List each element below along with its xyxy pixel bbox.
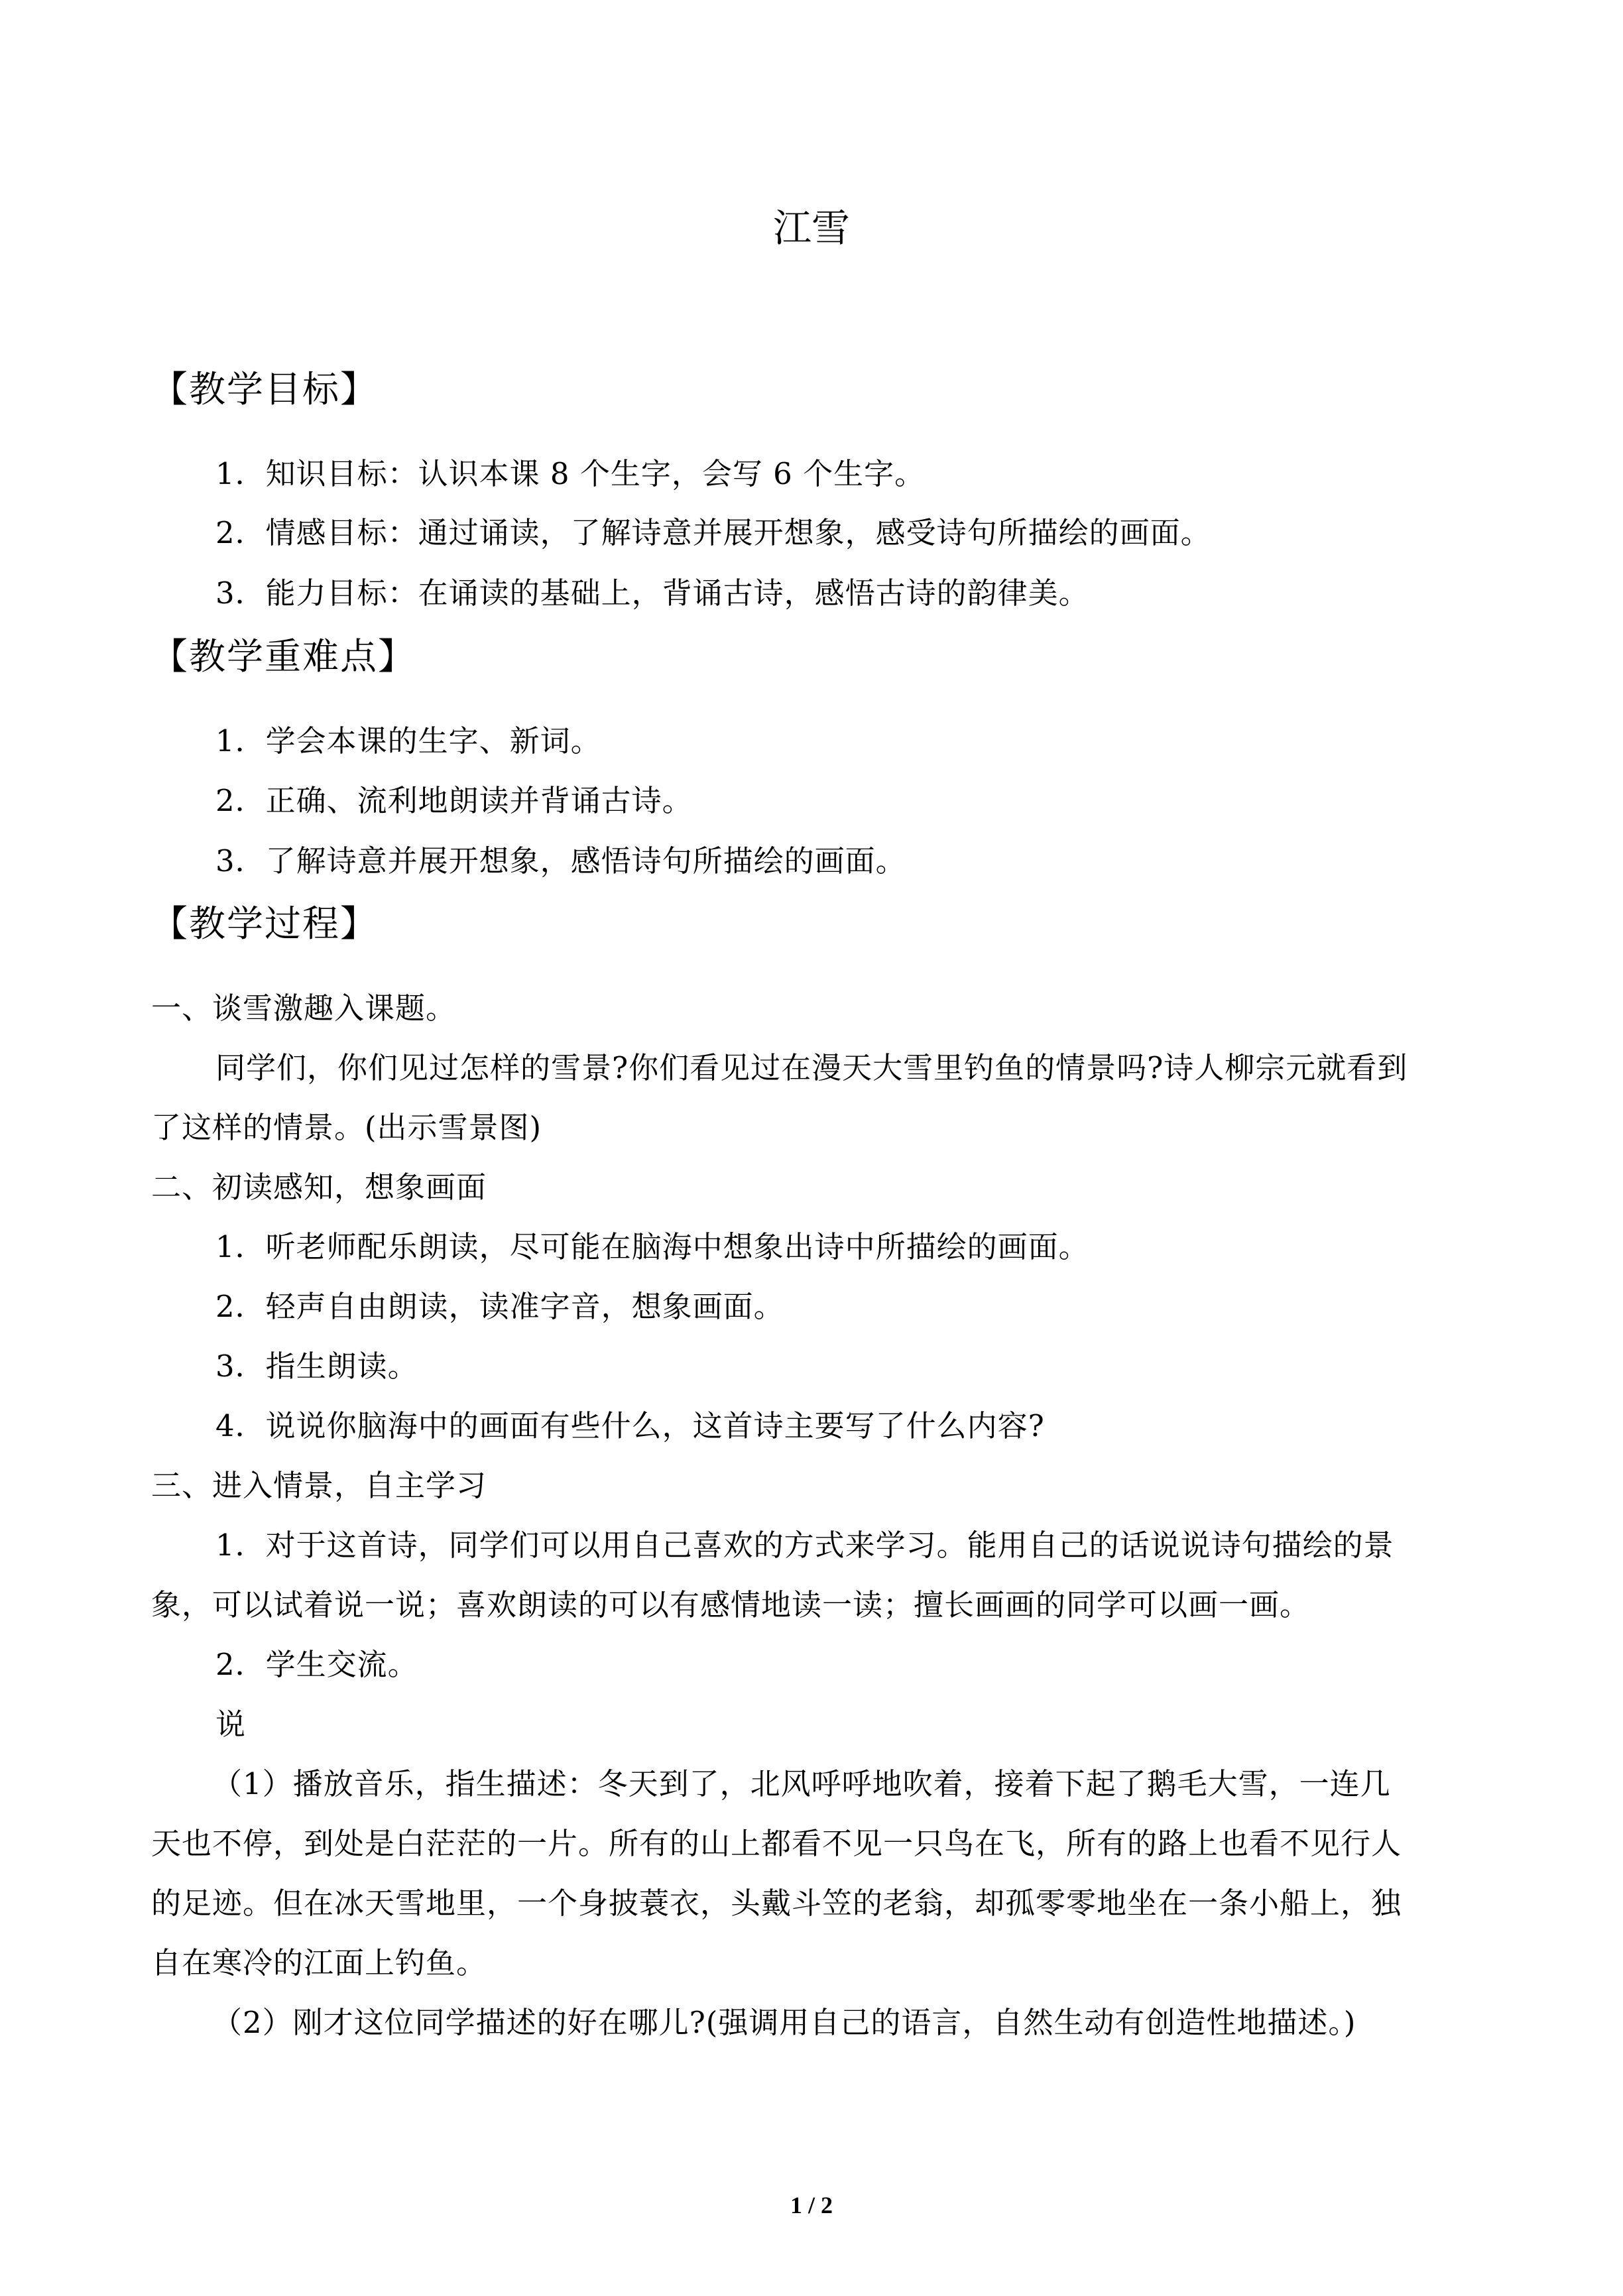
process-paragraph-line: 的足迹。但在冰天雪地里，一个身披蓑衣，头戴斗笠的老翁，却孤零零地坐在一条小船上，独 [151,1886,1402,1921]
process-list-item: 2．学生交流。 [215,1647,418,1682]
document-title: 江雪 [772,206,850,251]
process-paragraph-line: （1）播放音乐，指生描述：冬天到了，北风呼呼地吹着，接着下起了鹅毛大雪，一连几 [212,1766,1391,1801]
section-heading-objectives: 【教学目标】 [151,368,379,410]
process-step-heading: 三、进入情景，自主学习 [151,1468,487,1503]
process-paragraph-line: （2）刚才这位同学描述的好在哪儿?(强调用自己的语言，自然生动有创造性地描述。) [212,2005,1356,2040]
section-heading-key-points: 【教学重难点】 [151,635,416,678]
process-paragraph-line: 1．对于这首诗，同学们可以用自己喜欢的方式来学习。能用自己的话说说诗句描绘的景 [215,1528,1394,1563]
process-paragraph-line: 说 [215,1707,247,1742]
process-paragraph-line: 了这样的情景。(出示雪景图) [151,1110,542,1145]
key-point-item: 2．正确、流利地朗读并背诵古诗。 [215,783,693,818]
process-list-item: 4．说说你脑海中的画面有些什么，这首诗主要写了什么内容? [215,1408,1045,1443]
key-point-item: 3．了解诗意并展开想象，感悟诗句所描绘的画面。 [215,843,906,878]
process-paragraph-line: 自在寒冷的江面上钓鱼。 [151,1945,487,1980]
process-step-heading: 二、初读感知，想象画面 [151,1170,487,1205]
objective-item: 1．知识目标：认识本课 8 个生字，会写 6 个生字。 [215,456,926,491]
process-paragraph-line: 同学们，你们见过怎样的雪景?你们看见过在漫天大雪里钓鱼的情景吗?诗人柳宗元就看到 [215,1050,1408,1085]
process-list-item: 3．指生朗读。 [215,1349,418,1384]
process-list-item: 1．听老师配乐朗读，尽可能在脑海中想象出诗中所描绘的画面。 [215,1229,1089,1264]
process-step-heading: 一、谈雪激趣入课题。 [151,991,457,1026]
process-list-item: 2．轻声自由朗读，读准字音，想象画面。 [215,1289,784,1324]
objective-item: 2．情感目标：通过诵读，了解诗意并展开想象，感受诗句所描绘的画面。 [215,515,1211,550]
key-point-item: 1．学会本课的生字、新词。 [215,723,601,758]
page-number: 1 / 2 [790,2192,833,2218]
process-paragraph-line: 象，可以试着说一说；喜欢朗读的可以有感情地读一读；擅长画画的同学可以画一画。 [151,1587,1311,1622]
process-paragraph-line: 天也不停，到处是白茫茫的一片。所有的山上都看不见一只鸟在飞，所有的路上也看不见行人 [151,1826,1402,1861]
section-heading-process: 【教学过程】 [151,902,379,945]
objective-item: 3．能力目标：在诵读的基础上，背诵古诗，感悟古诗的韵律美。 [215,575,1089,611]
